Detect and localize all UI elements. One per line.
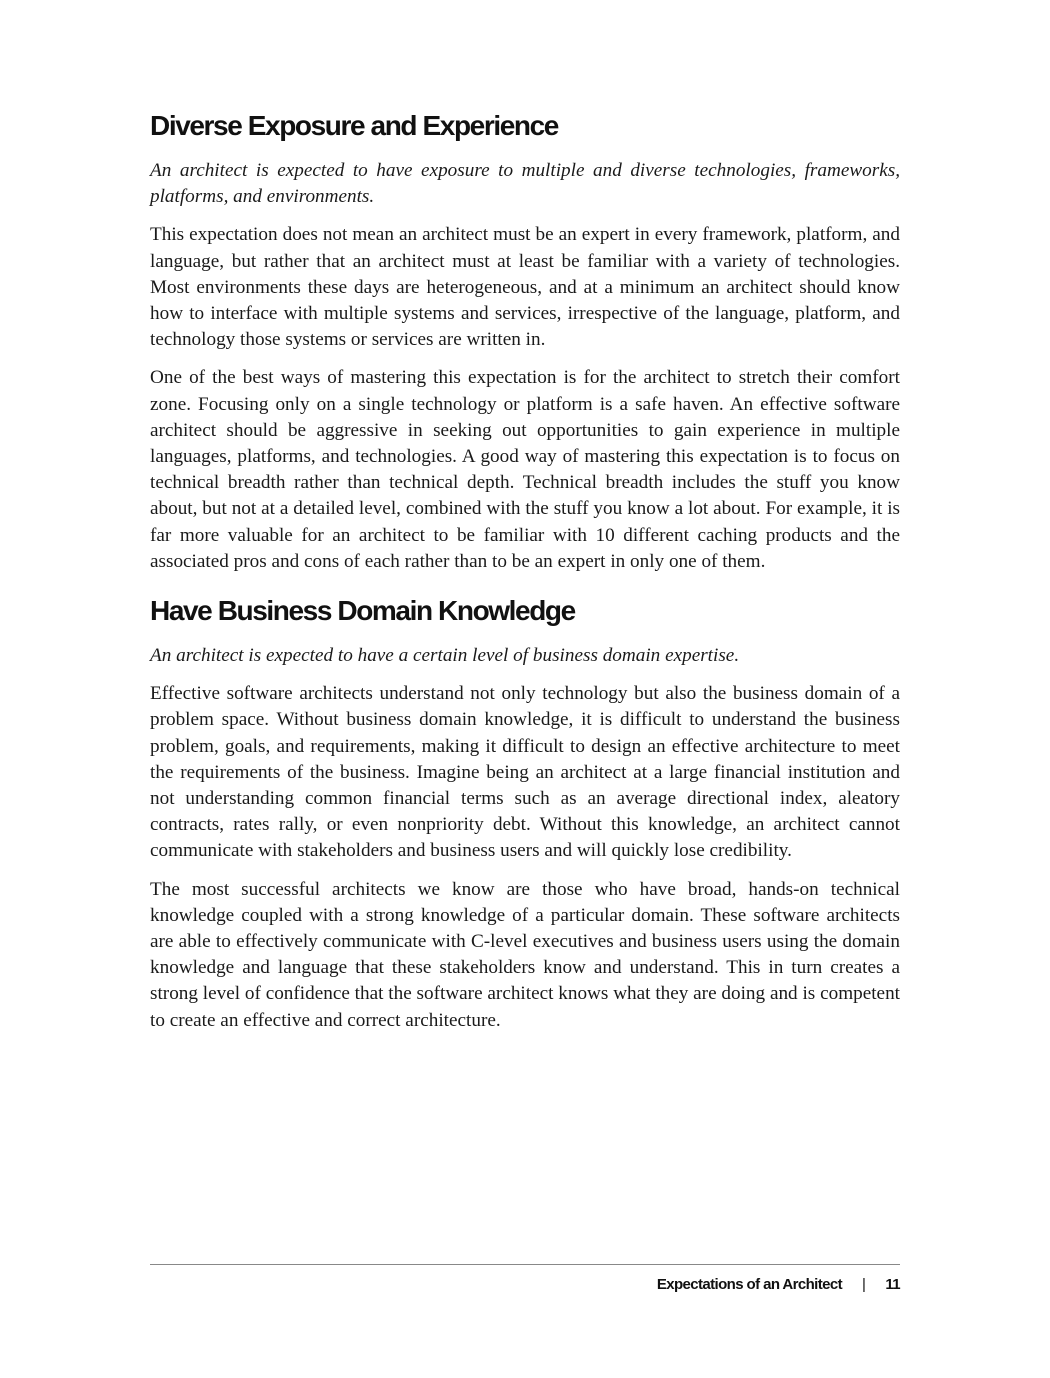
section-heading: Diverse Exposure and Experience xyxy=(150,110,558,141)
footer-divider xyxy=(150,1264,900,1265)
body-paragraph: This expectation does not mean an architect must be an expert in every framework, platform, and language, but rather that an architect must at least be familiar with a variety of technologies. Most environments these days are heterogeneous, and at a minimum an architect should know how to interface with multiple systems and services, irrespective of the language, platform, and technology those systems or services are written in. xyxy=(150,224,900,351)
footer-separator: | xyxy=(862,1275,866,1293)
section-lead: An architect is expected to have exposure to multiple and diverse technologies, frameworks, platforms, and environments. xyxy=(150,160,900,208)
page-footer xyxy=(150,1272,900,1296)
section-heading: Have Business Domain Knowledge xyxy=(150,595,575,627)
body-paragraph: The most successful architects we know are those who have broad, hands-on technical knowledge coupled with a strong knowledge of a particular domain. These software architects are able to effectively communicate with C-level executives and business users using the domain knowledge and language that these stakeholders know and understand. This in turn creates a strong level of confidence that the software architect knows what they are doing and is competent to create an effective and correct architecture. xyxy=(150,878,900,1031)
section-diverse-exposure xyxy=(150,108,900,575)
running-footer-title: Expectations of an Architect xyxy=(656,1275,843,1293)
section-lead: An architect is expected to have a certain level of business domain expertise. xyxy=(150,645,740,667)
body-paragraph: One of the best ways of mastering this expectation is for the architect to stretch their comfort zone. Focusing only on a single technology or platform is a safe haven. An effective software architect should be aggressive in seeking out opportunities to gain experience in multiple languages, platforms, and technologies. A good way of mastering this expectation is to focus on technical breadth rather than technical depth. Technical breadth includes the stuff you know about, but not at a detailed level, combined with the stuff you know a lot about. For example, it is far more valuable for an architect to be familiar with 10 different caching products and the associated pros and cons of each rather than to be an expert in only one of them. xyxy=(150,367,900,572)
body-paragraph: Effective software architects understand not only technology but also the business domain of a problem space. Without business domain knowledge, it is difficult to understand the business problem, goals, and requirements, making it difficult to design an effective architecture to meet the requirements of the business. Imagine being an architect at a large financial institution and not understanding common financial terms such as an average directional index, aleatory contracts, rates rally, or even nonpriority debt. Without this knowledge, an architect cannot communicate with stakeholders and business users and will quickly lose credibility. xyxy=(150,683,900,862)
page-content xyxy=(150,108,900,1046)
section-business-domain xyxy=(150,593,900,1034)
page-number: 11 xyxy=(885,1275,900,1293)
